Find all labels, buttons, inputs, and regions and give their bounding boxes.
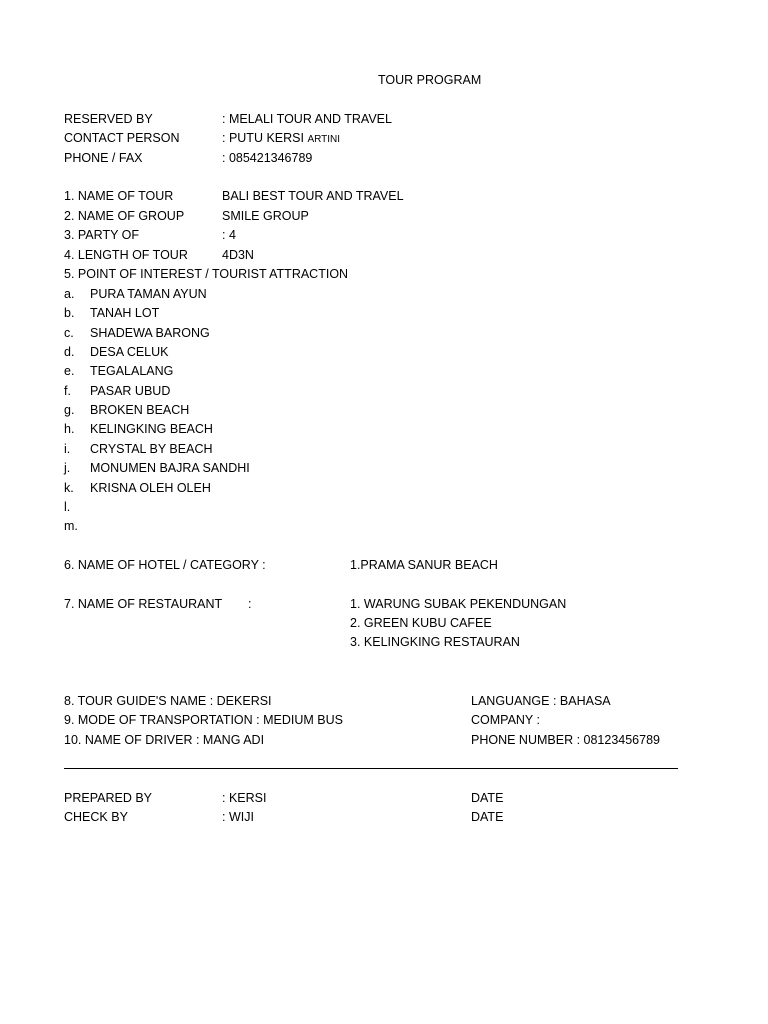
list-item: CRYSTAL BY BEACH — [90, 442, 213, 456]
list-item: MONUMEN BAJRA SANDHI — [90, 461, 250, 475]
list-item-letter: b. — [64, 306, 75, 320]
restaurant-item: 2. GREEN KUBU CAFEE — [350, 616, 492, 630]
restaurant-item: 1. WARUNG SUBAK PEKENDUNGAN — [350, 597, 567, 611]
name-of-group-label: 2. NAME OF GROUP — [64, 209, 185, 223]
contact-person-row — [222, 130, 340, 148]
list-item-letter: k. — [64, 481, 74, 495]
restaurant-colon: : — [248, 597, 252, 611]
restaurant-item: 3. KELINGKING RESTAURAN — [350, 635, 520, 649]
length-of-tour-label: 4. LENGTH OF TOUR — [64, 248, 188, 262]
hotel-label: 6. NAME OF HOTEL / CATEGORY : — [64, 558, 266, 572]
list-item: BROKEN BEACH — [90, 403, 190, 417]
list-item-letter: c. — [64, 326, 74, 340]
phone-fax-value: : 085421346789 — [222, 151, 313, 165]
hotel-value: 1.PRAMA SANUR BEACH — [350, 558, 498, 572]
mode-of-transportation: 9. MODE OF TRANSPORTATION : MEDIUM BUS — [64, 713, 343, 727]
poi-heading: 5. POINT OF INTEREST / TOURIST ATTRACTION — [64, 267, 349, 281]
prepared-by-value: : KERSI — [222, 791, 267, 805]
divider-line — [64, 768, 678, 769]
name-of-tour-value: BALI BEST TOUR AND TRAVEL — [222, 189, 404, 203]
list-item-letter: e. — [64, 364, 75, 378]
list-item: KRISNA OLEH OLEH — [90, 481, 211, 495]
list-item: TEGALALANG — [90, 364, 174, 378]
date-label: DATE — [471, 810, 504, 824]
list-item-letter: a. — [64, 287, 75, 301]
date-label: DATE — [471, 791, 504, 805]
contact-person-label: CONTACT PERSON — [64, 131, 180, 145]
list-item-letter: g. — [64, 403, 75, 417]
list-item-letter: f. — [64, 384, 71, 398]
list-item: KELINGKING BEACH — [90, 422, 213, 436]
list-item-letter: h. — [64, 422, 75, 436]
name-of-driver: 10. NAME OF DRIVER : MANG ADI — [64, 733, 265, 747]
list-item: TANAH LOT — [90, 306, 160, 320]
restaurant-label: 7. NAME OF RESTAURANT — [64, 597, 223, 611]
list-item-letter: m. — [64, 519, 78, 533]
name-of-group-value: SMILE GROUP — [222, 209, 309, 223]
length-of-tour-value: 4D3N — [222, 248, 254, 262]
contact-person-value: : PUTU KERSI — [222, 131, 304, 145]
list-item-letter: l. — [64, 500, 71, 514]
list-item: DESA CELUK — [90, 345, 169, 359]
prepared-by-label: PREPARED BY — [64, 791, 152, 805]
list-item-letter: d. — [64, 345, 75, 359]
phone-number: PHONE NUMBER : 08123456789 — [471, 733, 660, 747]
party-of-value: : 4 — [222, 228, 236, 242]
contact-person-suffix: ARTINI — [307, 134, 341, 145]
reserved-by-label: RESERVED BY — [64, 112, 153, 126]
name-of-tour-label: 1. NAME OF TOUR — [64, 189, 174, 203]
check-by-label: CHECK BY — [64, 810, 128, 824]
list-item: SHADEWA BARONG — [90, 326, 210, 340]
reserved-by-value: : MELALI TOUR AND TRAVEL — [222, 112, 392, 126]
list-item-letter: j. — [64, 461, 71, 475]
list-item: PASAR UBUD — [90, 384, 171, 398]
tour-guide-name: 8. TOUR GUIDE'S NAME : DEKERSI — [64, 694, 272, 708]
language: LANGUANGE : BAHASA — [471, 694, 611, 708]
check-by-value: : WIJI — [222, 810, 254, 824]
phone-fax-label: PHONE / FAX — [64, 151, 143, 165]
company: COMPANY : — [471, 713, 540, 727]
list-item: PURA TAMAN AYUN — [90, 287, 207, 301]
page-title: TOUR PROGRAM — [378, 73, 482, 87]
party-of-label: 3. PARTY OF — [64, 228, 140, 242]
list-item-letter: i. — [64, 442, 71, 456]
